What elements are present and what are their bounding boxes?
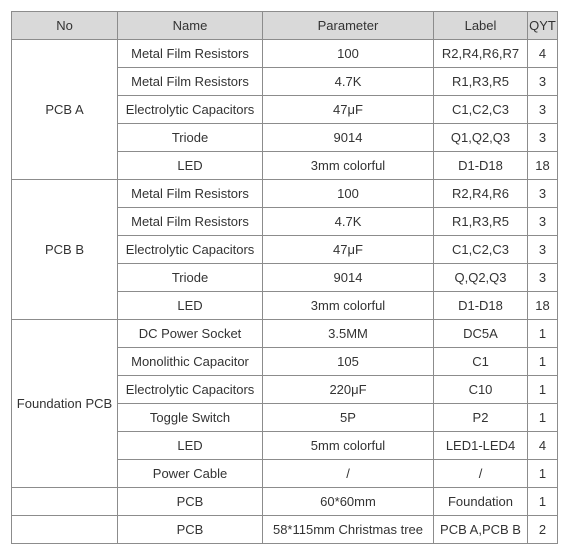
group-no-cell [12, 488, 118, 516]
label-cell: LED1-LED4 [434, 432, 528, 460]
label-cell: C1,C2,C3 [434, 96, 528, 124]
label-cell: PCB A,PCB B [434, 516, 528, 544]
parameter-cell: 5mm colorful [263, 432, 434, 460]
parameter-cell: 5P [263, 404, 434, 432]
parameter-cell: 220μF [263, 376, 434, 404]
qty-cell: 1 [528, 488, 558, 516]
header-parameter: Parameter [263, 12, 434, 40]
parameter-cell: 60*60mm [263, 488, 434, 516]
qty-cell: 3 [528, 124, 558, 152]
qty-cell: 3 [528, 180, 558, 208]
table-row [12, 180, 558, 208]
name-cell: DC Power Socket [118, 320, 263, 348]
parts-table [11, 11, 558, 544]
parameter-cell: 9014 [263, 124, 434, 152]
qty-cell: 3 [528, 96, 558, 124]
name-cell: LED [118, 292, 263, 320]
qty-cell: 1 [528, 320, 558, 348]
qty-cell: 1 [528, 404, 558, 432]
name-cell: Electrolytic Capacitors [118, 376, 263, 404]
name-cell: Electrolytic Capacitors [118, 96, 263, 124]
qty-cell: 3 [528, 236, 558, 264]
name-cell: LED [118, 152, 263, 180]
name-cell: Triode [118, 124, 263, 152]
label-cell: C10 [434, 376, 528, 404]
name-cell: Metal Film Resistors [118, 68, 263, 96]
label-cell: C1 [434, 348, 528, 376]
name-cell: LED [118, 432, 263, 460]
table-row [12, 516, 558, 544]
qty-cell: 18 [528, 292, 558, 320]
table-header [12, 12, 558, 40]
name-cell: Metal Film Resistors [118, 180, 263, 208]
header-no: No [12, 12, 118, 40]
label-cell: / [434, 460, 528, 488]
table-row [12, 40, 558, 68]
parameter-cell: 9014 [263, 264, 434, 292]
label-cell: Foundation [434, 488, 528, 516]
header-name: Name [118, 12, 263, 40]
group-no-cell: PCB A [12, 40, 118, 180]
label-cell: R2,R4,R6,R7 [434, 40, 528, 68]
label-cell: R1,R3,R5 [434, 208, 528, 236]
parameter-cell: 3mm colorful [263, 152, 434, 180]
parameter-cell: 100 [263, 180, 434, 208]
group-no-cell: PCB B [12, 180, 118, 320]
parameter-cell: 4.7K [263, 68, 434, 96]
label-cell: DC5A [434, 320, 528, 348]
qty-cell: 3 [528, 264, 558, 292]
group-no-cell: Foundation PCB [12, 320, 118, 488]
parameter-cell: 47μF [263, 96, 434, 124]
name-cell: Triode [118, 264, 263, 292]
name-cell: Power Cable [118, 460, 263, 488]
parameter-cell: 3mm colorful [263, 292, 434, 320]
name-cell: Metal Film Resistors [118, 40, 263, 68]
name-cell: Metal Film Resistors [118, 208, 263, 236]
table-body [12, 40, 558, 544]
label-cell: R1,R3,R5 [434, 68, 528, 96]
qty-cell: 1 [528, 376, 558, 404]
parameter-cell: 47μF [263, 236, 434, 264]
qty-cell: 18 [528, 152, 558, 180]
qty-cell: 1 [528, 460, 558, 488]
qty-cell: 4 [528, 40, 558, 68]
label-cell: P2 [434, 404, 528, 432]
parameter-cell: 100 [263, 40, 434, 68]
qty-cell: 3 [528, 208, 558, 236]
name-cell: Monolithic Capacitor [118, 348, 263, 376]
qty-cell: 1 [528, 348, 558, 376]
parameter-cell: / [263, 460, 434, 488]
group-no-cell [12, 516, 118, 544]
qty-cell: 2 [528, 516, 558, 544]
qty-cell: 3 [528, 68, 558, 96]
header-label: Label [434, 12, 528, 40]
label-cell: Q,Q2,Q3 [434, 264, 528, 292]
parameter-cell: 105 [263, 348, 434, 376]
label-cell: D1-D18 [434, 152, 528, 180]
table-row [12, 488, 558, 516]
label-cell: R2,R4,R6 [434, 180, 528, 208]
parameter-cell: 58*115mm Christmas tree [263, 516, 434, 544]
header-qty: QYT [528, 12, 558, 40]
table-row [12, 320, 558, 348]
label-cell: Q1,Q2,Q3 [434, 124, 528, 152]
qty-cell: 4 [528, 432, 558, 460]
header-row [12, 12, 558, 40]
name-cell: PCB [118, 516, 263, 544]
parameter-cell: 4.7K [263, 208, 434, 236]
parts-table-container [11, 11, 558, 544]
name-cell: Electrolytic Capacitors [118, 236, 263, 264]
name-cell: PCB [118, 488, 263, 516]
label-cell: D1-D18 [434, 292, 528, 320]
name-cell: Toggle Switch [118, 404, 263, 432]
parameter-cell: 3.5MM [263, 320, 434, 348]
label-cell: C1,C2,C3 [434, 236, 528, 264]
